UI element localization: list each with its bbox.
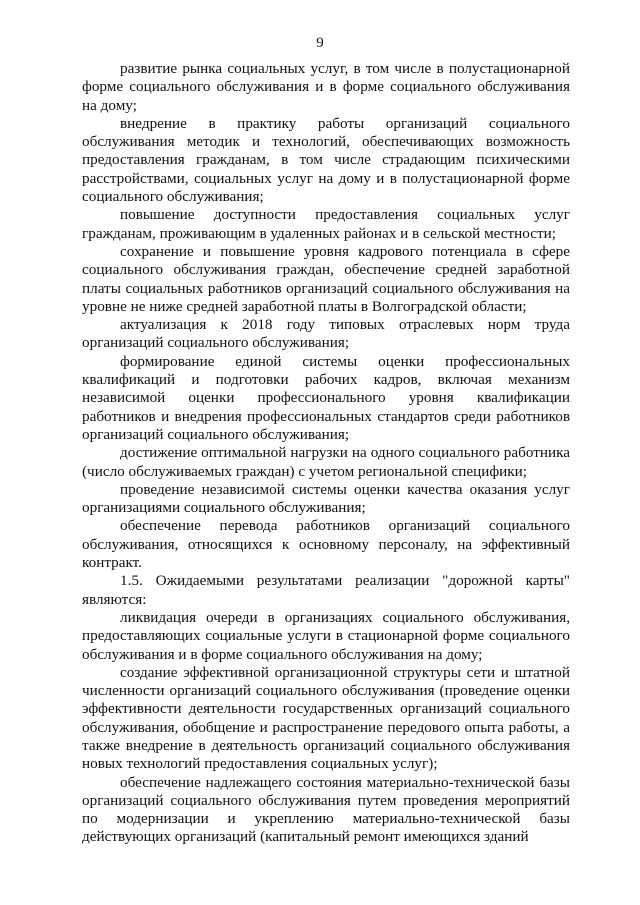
paragraph-effective-contract: обеспечение перевода работников организаций социального обслуживания, относящихся к основному персоналу, на эффективный контракт. bbox=[82, 517, 570, 572]
paragraph-material-base: обеспечение надлежащего состояния материально-технической базы организаций социального обслуживания путем проведения мероприятий по модернизации и укреплению материально-технической базы действующих организаций (капитальный ремонт имеющихся зданий bbox=[82, 773, 570, 846]
paragraph-queue-elimination: ликвидация очереди в организациях социального обслуживания, предоставляющих социальные услуги в стационарной форме социального обслуживания и в форме социального обслуживания на дому; bbox=[82, 608, 570, 663]
paragraph-section-1-5-heading: 1.5. Ожидаемыми результатами реализации "дорожной карты" являются: bbox=[82, 572, 570, 608]
document-body bbox=[82, 60, 570, 847]
paragraph-social-services-market: развитие рынка социальных услуг, в том числе в полустационарной форме социального обслуживания и в форме социального обслуживания на дому; bbox=[82, 60, 570, 114]
paragraph-methods-introduction: внедрение в практику работы организаций социального обслуживания методик и технологий, обеспечивающих возможность предоставления гражданам, в том числе страдающим психическими расстройствами, социальных услуг на дому и в полустационарной форме социального обслуживания; bbox=[82, 114, 570, 206]
paragraph-optimal-workload: достижение оптимальной нагрузки на одного социального работника (число обслуживаемых граждан) с учетом региональной специфики; bbox=[82, 444, 570, 480]
paragraph-accessibility: повышение доступности предоставления социальных услуг гражданам, проживающим в удаленных районах и в сельской местности; bbox=[82, 206, 570, 242]
paragraph-network-structure: создание эффективной организационной структуры сети и штатной численности организаций социального обслуживания (проведение оценки эффективности деятельности государственных организаций социального обслуживания, обобщение и распространение передового опыта работы, а также внедрение в деятельность организаций социального обслуживания новых технологий предоставления социальных услуг); bbox=[82, 663, 570, 773]
paragraph-staff-potential: сохранение и повышение уровня кадрового потенциала в сфере социального обслуживания граждан, обеспечение средней заработной платы социальных работников организаций социального обслуживания на уровне не ниже средней заработной платы в Волгоградской области; bbox=[82, 242, 570, 315]
paragraph-qualification-system: формирование единой системы оценки профессиональных квалификаций и подготовки рабочих кадров, включая механизм независимой оценки профессионального уровня квалификации работников и внедрения профессиональных стандартов среди работников организаций социального обслуживания; bbox=[82, 352, 570, 443]
paragraph-independent-assessment: проведение независимой системы оценки качества оказания услуг организациями социального обслуживания; bbox=[82, 480, 570, 517]
page-number: 9 bbox=[316, 35, 324, 51]
paragraph-labor-norms: актуализация к 2018 году типовых отраслевых норм труда организаций социального обслуживания; bbox=[82, 316, 570, 352]
